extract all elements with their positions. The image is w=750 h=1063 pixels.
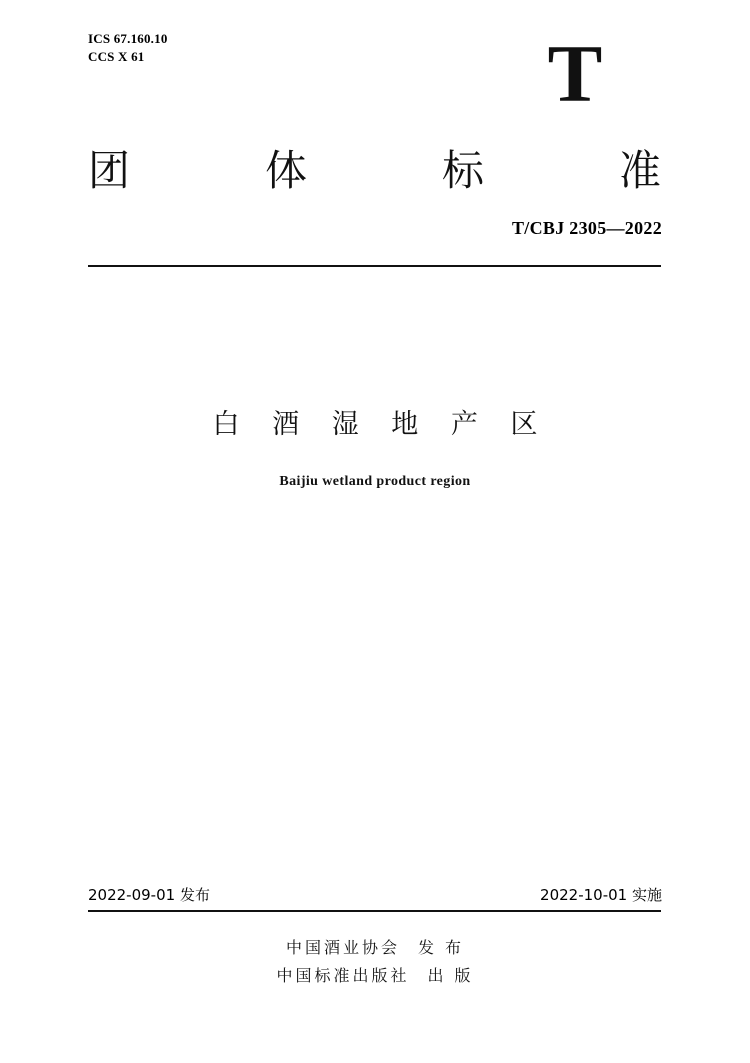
standard-type-char-1: 团: [88, 146, 131, 195]
header-divider: [88, 265, 661, 267]
publishing-house: 中国标准出版社: [276, 966, 410, 985]
association-logo: [540, 28, 610, 120]
document-title-chinese: 白 酒 湿 地 产 区: [212, 409, 550, 440]
standard-type-char-2: 体: [264, 146, 307, 195]
ics-code: ICS 67.160.10: [88, 31, 168, 46]
standard-meta-block: [88, 30, 168, 65]
ccs-code: CCS X 61: [88, 48, 145, 64]
publisher-line-2: [0, 962, 750, 990]
standard-number: T/CBJ 2305—2022: [511, 218, 662, 238]
issuing-organization: 中国酒业协会: [285, 938, 400, 957]
standard-type-char-3: 标: [441, 146, 484, 195]
publisher-block: [0, 934, 750, 990]
footer-divider: [88, 910, 661, 912]
publishing-action: 出 版: [427, 966, 474, 985]
document-title-english: Baijiu wetland product region: [279, 474, 471, 489]
standard-type-heading: [88, 138, 661, 198]
effective-date: 2022-10-01 实施: [540, 886, 662, 904]
issue-date: 2022-09-01 发布: [88, 886, 210, 904]
issuing-action: 发 布: [417, 938, 465, 957]
standard-type-char-4: 准: [618, 146, 661, 195]
publisher-line-1: [0, 934, 750, 962]
logo-letter-t: T: [547, 28, 603, 119]
